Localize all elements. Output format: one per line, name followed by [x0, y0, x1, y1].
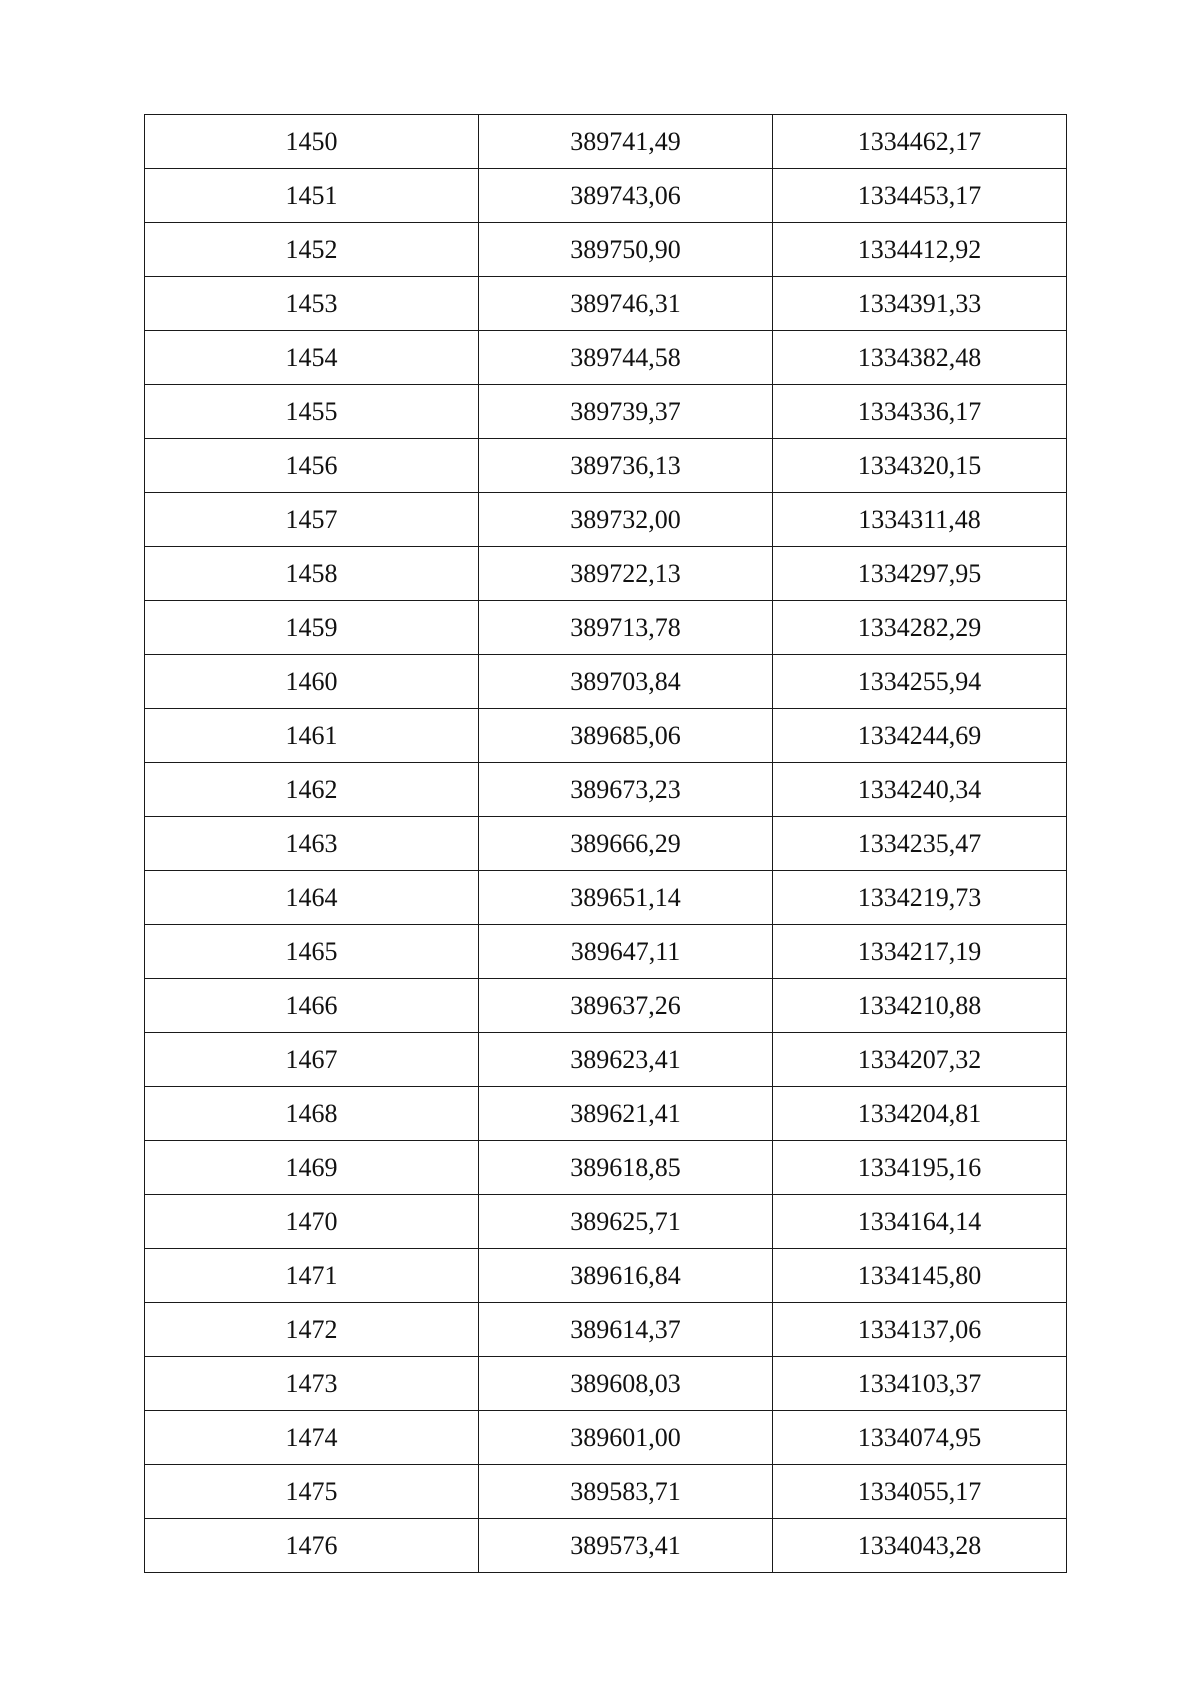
table-row	[145, 1087, 1067, 1141]
point-number-cell: 1455	[145, 385, 479, 439]
y-coordinate-cell: 1334055,17	[773, 1465, 1067, 1519]
y-coordinate-cell: 1334462,17	[773, 115, 1067, 169]
y-coordinate-cell: 1334255,94	[773, 655, 1067, 709]
x-coordinate-cell: 389722,13	[479, 547, 773, 601]
point-number-cell: 1473	[145, 1357, 479, 1411]
table-row	[145, 1519, 1067, 1573]
x-coordinate-cell: 389703,84	[479, 655, 773, 709]
table-row	[145, 439, 1067, 493]
point-number-cell: 1453	[145, 277, 479, 331]
y-coordinate-cell: 1334074,95	[773, 1411, 1067, 1465]
table-row	[145, 925, 1067, 979]
point-number-cell: 1463	[145, 817, 479, 871]
y-coordinate-cell: 1334207,32	[773, 1033, 1067, 1087]
x-coordinate-cell: 389573,41	[479, 1519, 773, 1573]
y-coordinate-cell: 1334204,81	[773, 1087, 1067, 1141]
x-coordinate-cell: 389713,78	[479, 601, 773, 655]
y-coordinate-cell: 1334336,17	[773, 385, 1067, 439]
table-row	[145, 493, 1067, 547]
table-row	[145, 1465, 1067, 1519]
point-number-cell: 1468	[145, 1087, 479, 1141]
table-row	[145, 1249, 1067, 1303]
y-coordinate-cell: 1334164,14	[773, 1195, 1067, 1249]
y-coordinate-cell: 1334137,06	[773, 1303, 1067, 1357]
point-number-cell: 1474	[145, 1411, 479, 1465]
point-number-cell: 1475	[145, 1465, 479, 1519]
x-coordinate-cell: 389666,29	[479, 817, 773, 871]
x-coordinate-cell: 389637,26	[479, 979, 773, 1033]
y-coordinate-cell: 1334210,88	[773, 979, 1067, 1033]
x-coordinate-cell: 389621,41	[479, 1087, 773, 1141]
table-row	[145, 979, 1067, 1033]
y-coordinate-cell: 1334412,92	[773, 223, 1067, 277]
y-coordinate-cell: 1334282,29	[773, 601, 1067, 655]
table-row	[145, 1303, 1067, 1357]
x-coordinate-cell: 389732,00	[479, 493, 773, 547]
table-row	[145, 655, 1067, 709]
table-row	[145, 1357, 1067, 1411]
y-coordinate-cell: 1334244,69	[773, 709, 1067, 763]
point-number-cell: 1458	[145, 547, 479, 601]
y-coordinate-cell: 1334391,33	[773, 277, 1067, 331]
y-coordinate-cell: 1334145,80	[773, 1249, 1067, 1303]
x-coordinate-cell: 389601,00	[479, 1411, 773, 1465]
y-coordinate-cell: 1334043,28	[773, 1519, 1067, 1573]
point-number-cell: 1462	[145, 763, 479, 817]
point-number-cell: 1467	[145, 1033, 479, 1087]
table-row	[145, 115, 1067, 169]
x-coordinate-cell: 389625,71	[479, 1195, 773, 1249]
x-coordinate-cell: 389741,49	[479, 115, 773, 169]
point-number-cell: 1476	[145, 1519, 479, 1573]
x-coordinate-cell: 389614,37	[479, 1303, 773, 1357]
table-row	[145, 1411, 1067, 1465]
y-coordinate-cell: 1334382,48	[773, 331, 1067, 385]
point-number-cell: 1459	[145, 601, 479, 655]
table-row	[145, 223, 1067, 277]
point-number-cell: 1460	[145, 655, 479, 709]
y-coordinate-cell: 1334217,19	[773, 925, 1067, 979]
table-row	[145, 169, 1067, 223]
point-number-cell: 1472	[145, 1303, 479, 1357]
point-number-cell: 1470	[145, 1195, 479, 1249]
table-row	[145, 385, 1067, 439]
point-number-cell: 1451	[145, 169, 479, 223]
table-row	[145, 709, 1067, 763]
point-number-cell: 1450	[145, 115, 479, 169]
y-coordinate-cell: 1334219,73	[773, 871, 1067, 925]
point-number-cell: 1456	[145, 439, 479, 493]
x-coordinate-cell: 389685,06	[479, 709, 773, 763]
x-coordinate-cell: 389647,11	[479, 925, 773, 979]
point-number-cell: 1465	[145, 925, 479, 979]
x-coordinate-cell: 389623,41	[479, 1033, 773, 1087]
x-coordinate-cell: 389739,37	[479, 385, 773, 439]
y-coordinate-cell: 1334320,15	[773, 439, 1067, 493]
x-coordinate-cell: 389583,71	[479, 1465, 773, 1519]
x-coordinate-cell: 389673,23	[479, 763, 773, 817]
x-coordinate-cell: 389608,03	[479, 1357, 773, 1411]
table-row	[145, 1033, 1067, 1087]
table-row	[145, 1195, 1067, 1249]
table-row	[145, 1141, 1067, 1195]
x-coordinate-cell: 389746,31	[479, 277, 773, 331]
y-coordinate-cell: 1334235,47	[773, 817, 1067, 871]
y-coordinate-cell: 1334195,16	[773, 1141, 1067, 1195]
x-coordinate-cell: 389750,90	[479, 223, 773, 277]
y-coordinate-cell: 1334453,17	[773, 169, 1067, 223]
y-coordinate-cell: 1334240,34	[773, 763, 1067, 817]
point-number-cell: 1457	[145, 493, 479, 547]
table-row	[145, 547, 1067, 601]
point-number-cell: 1471	[145, 1249, 479, 1303]
table-row	[145, 601, 1067, 655]
x-coordinate-cell: 389618,85	[479, 1141, 773, 1195]
table-row	[145, 331, 1067, 385]
point-number-cell: 1466	[145, 979, 479, 1033]
table-row	[145, 763, 1067, 817]
x-coordinate-cell: 389616,84	[479, 1249, 773, 1303]
x-coordinate-cell: 389736,13	[479, 439, 773, 493]
point-number-cell: 1464	[145, 871, 479, 925]
coordinates-table	[144, 114, 1067, 1573]
table-row	[145, 277, 1067, 331]
x-coordinate-cell: 389743,06	[479, 169, 773, 223]
point-number-cell: 1469	[145, 1141, 479, 1195]
x-coordinate-cell: 389651,14	[479, 871, 773, 925]
coordinates-table-body	[145, 115, 1067, 1573]
table-row	[145, 871, 1067, 925]
point-number-cell: 1461	[145, 709, 479, 763]
y-coordinate-cell: 1334311,48	[773, 493, 1067, 547]
table-row	[145, 817, 1067, 871]
point-number-cell: 1454	[145, 331, 479, 385]
y-coordinate-cell: 1334103,37	[773, 1357, 1067, 1411]
y-coordinate-cell: 1334297,95	[773, 547, 1067, 601]
point-number-cell: 1452	[145, 223, 479, 277]
x-coordinate-cell: 389744,58	[479, 331, 773, 385]
